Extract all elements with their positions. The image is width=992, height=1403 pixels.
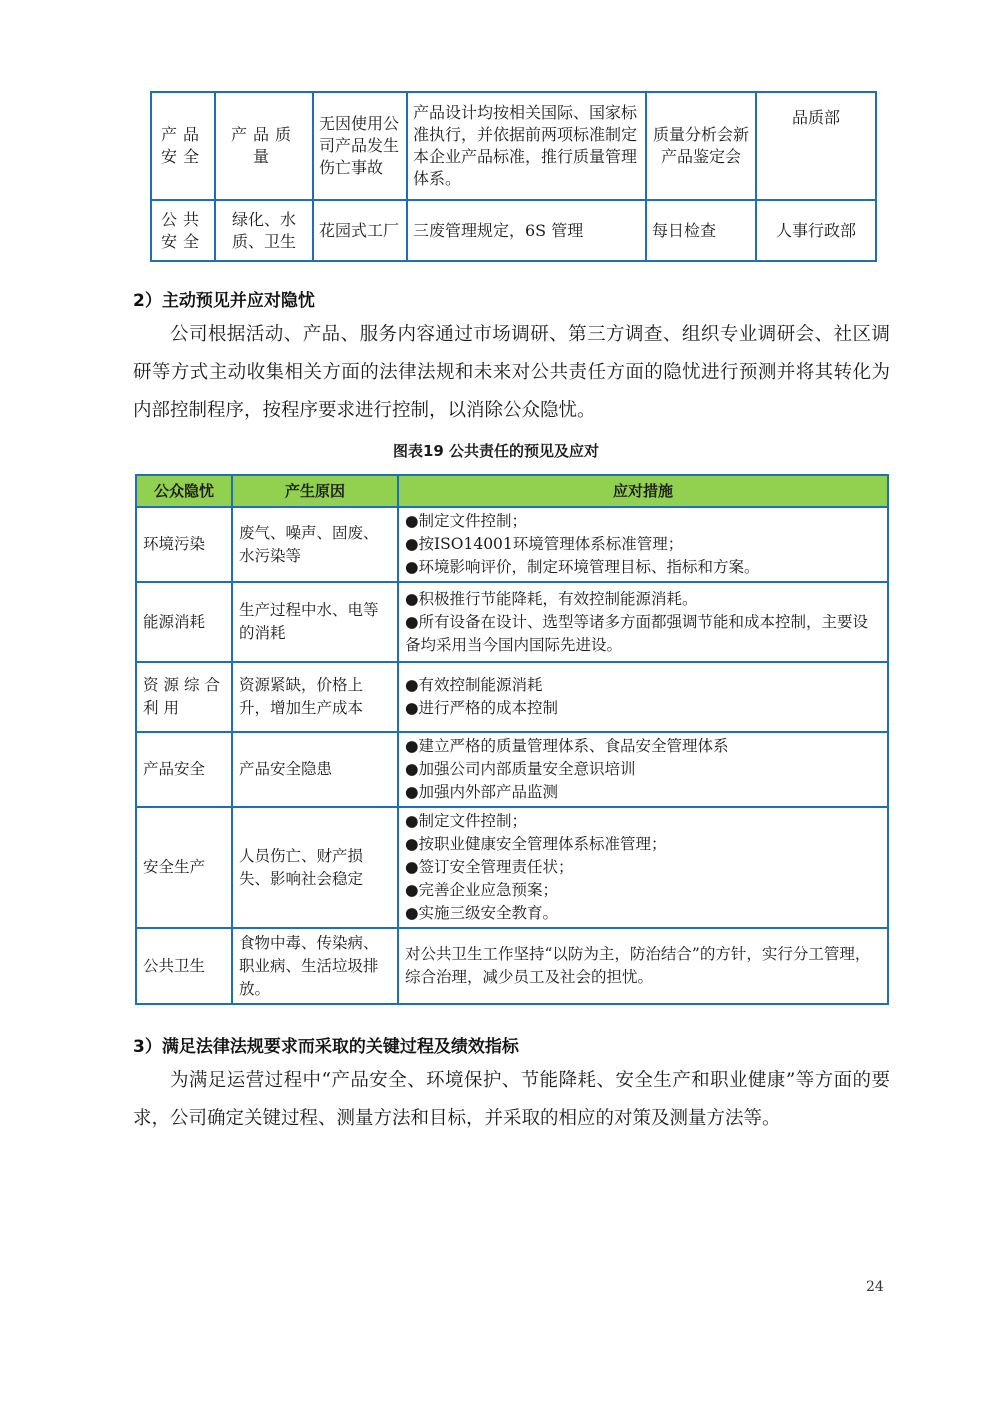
- concern-cell: 产品安全: [136, 732, 232, 807]
- table-row: [151, 92, 876, 200]
- header-cause: 产生原因: [232, 475, 398, 507]
- section-2-paragraph: 公司根据活动、产品、服务内容通过市场调研、第三方调查、组织专业调研会、社区调研等方式主动收集相关方面的法律法规和未来对公共责任方面的隐忧进行预测并将其转化为内部控制程序，按程序要求进行控制，以消除公众隐忧。: [133, 324, 890, 421]
- measures-cell: [398, 807, 888, 928]
- measure-item: ●按ISO14001环境管理体系标准管理；: [405, 535, 684, 553]
- measure-item: 对公共卫生工作坚持“以防为主，防治结合”的方针，实行分工管理，综合治理，减少员工及社会的担忧。: [405, 945, 871, 986]
- measure-item: ●加强公司内部质量安全意识培训: [405, 760, 636, 778]
- header-measures: 应对措施: [398, 475, 888, 507]
- section-3-paragraph: 为满足运营过程中“产品安全、环境保护、节能降耗、安全生产和职业健康”等方面的要求，公司确定关键过程、测量方法和目标，并采取的相应的对策及测量方法等。: [133, 1070, 890, 1129]
- method-cell: 每日检查: [646, 200, 756, 261]
- table-caption: 图表19 公共责任的预见及应对: [392, 442, 600, 460]
- measure-item: ●所有设备在设计、选型等诸多方面都强调节能和成本控制，主要设备均采用当今国内国际先进设。: [405, 612, 869, 654]
- page-number: 24: [866, 1279, 884, 1295]
- measures-cell: [398, 928, 888, 1004]
- table-row: [151, 200, 876, 261]
- measure-item: ●按职业健康安全管理体系标准管理；: [405, 835, 667, 853]
- cause-cell: 食物中毒、传染病、职业病、生活垃圾排放。: [232, 928, 398, 1004]
- table-row: [136, 732, 888, 807]
- table-row: [136, 807, 888, 928]
- concern-cell: 安全生产: [136, 807, 232, 928]
- cause-cell: 产品安全隐患: [232, 732, 398, 807]
- target-cell: 无因使用公司产品发生伤亡事故: [313, 92, 407, 200]
- item-cell: 绿化、水质、卫生: [215, 200, 313, 261]
- public-concern-table: [135, 474, 889, 1005]
- concern-cell: 公共卫生: [136, 928, 232, 1004]
- measure-item: ●积极推行节能降耗，有效控制能源消耗。: [405, 589, 698, 608]
- table-row: [136, 928, 888, 1004]
- section-3-heading: 3）满足法律法规要求而采取的关键过程及绩效指标: [133, 1037, 519, 1057]
- measure-item: ●制定文件控制；: [405, 812, 528, 830]
- header-concern: 公众隐忧: [136, 475, 232, 507]
- measure-item: ●完善企业应急预案；: [405, 881, 559, 899]
- table-row: [136, 582, 888, 662]
- item-cell: 产品质量: [215, 92, 313, 200]
- measures-cell: [398, 582, 888, 662]
- measure-item: ●建立严格的质量管理体系、食品安全管理体系: [405, 737, 729, 755]
- area-cell: 产品安全: [151, 92, 215, 200]
- concern-cell: 资源综合利用: [136, 662, 232, 732]
- dept-cell: 品质部: [756, 92, 876, 200]
- cause-cell: 人员伤亡、财产损失、影响社会稳定: [232, 807, 398, 928]
- measure-item: ●环境影响评价，制定环境管理目标、指标和方案。: [405, 558, 760, 576]
- measures-cell: [398, 732, 888, 807]
- concern-cell: 能源消耗: [136, 582, 232, 662]
- measure-item: ●有效控制能源消耗: [405, 676, 543, 694]
- measures-cell: [398, 662, 888, 732]
- measure-item: ●实施三级安全教育。: [405, 904, 559, 922]
- section-2-heading: 2）主动预见并应对隐忧: [133, 291, 315, 311]
- area-cell: 公共安全: [151, 200, 215, 261]
- cause-cell: 生产过程中水、电等的消耗: [232, 582, 398, 662]
- table-row: [136, 662, 888, 732]
- measures-cell: 三废管理规定，6S 管理: [407, 200, 646, 261]
- measures-cell: [398, 507, 888, 582]
- measure-item: ●进行严格的成本控制: [405, 699, 559, 717]
- responsibility-table: [150, 91, 877, 262]
- table-row: [136, 507, 888, 582]
- measures-cell: 产品设计均按相关国际、国家标准执行，并依据前两项标准制定本企业产品标准，推行质量管理体系。: [407, 92, 646, 200]
- measure-item: ●制定文件控制；: [405, 512, 528, 530]
- dept-cell: 人事行政部: [756, 200, 876, 261]
- concern-cell: 环境污染: [136, 507, 232, 582]
- table-header-row: [136, 475, 888, 507]
- cause-cell: 资源紧缺，价格上升，增加生产成本: [232, 662, 398, 732]
- measure-item: ●加强内外部产品监测: [405, 783, 559, 801]
- target-cell: 花园式工厂: [313, 200, 407, 261]
- measure-item: ●签订安全管理责任状；: [405, 858, 574, 876]
- method-cell: 质量分析会新产品鉴定会: [646, 92, 756, 200]
- cause-cell: 废气、噪声、固废、水污染等: [232, 507, 398, 582]
